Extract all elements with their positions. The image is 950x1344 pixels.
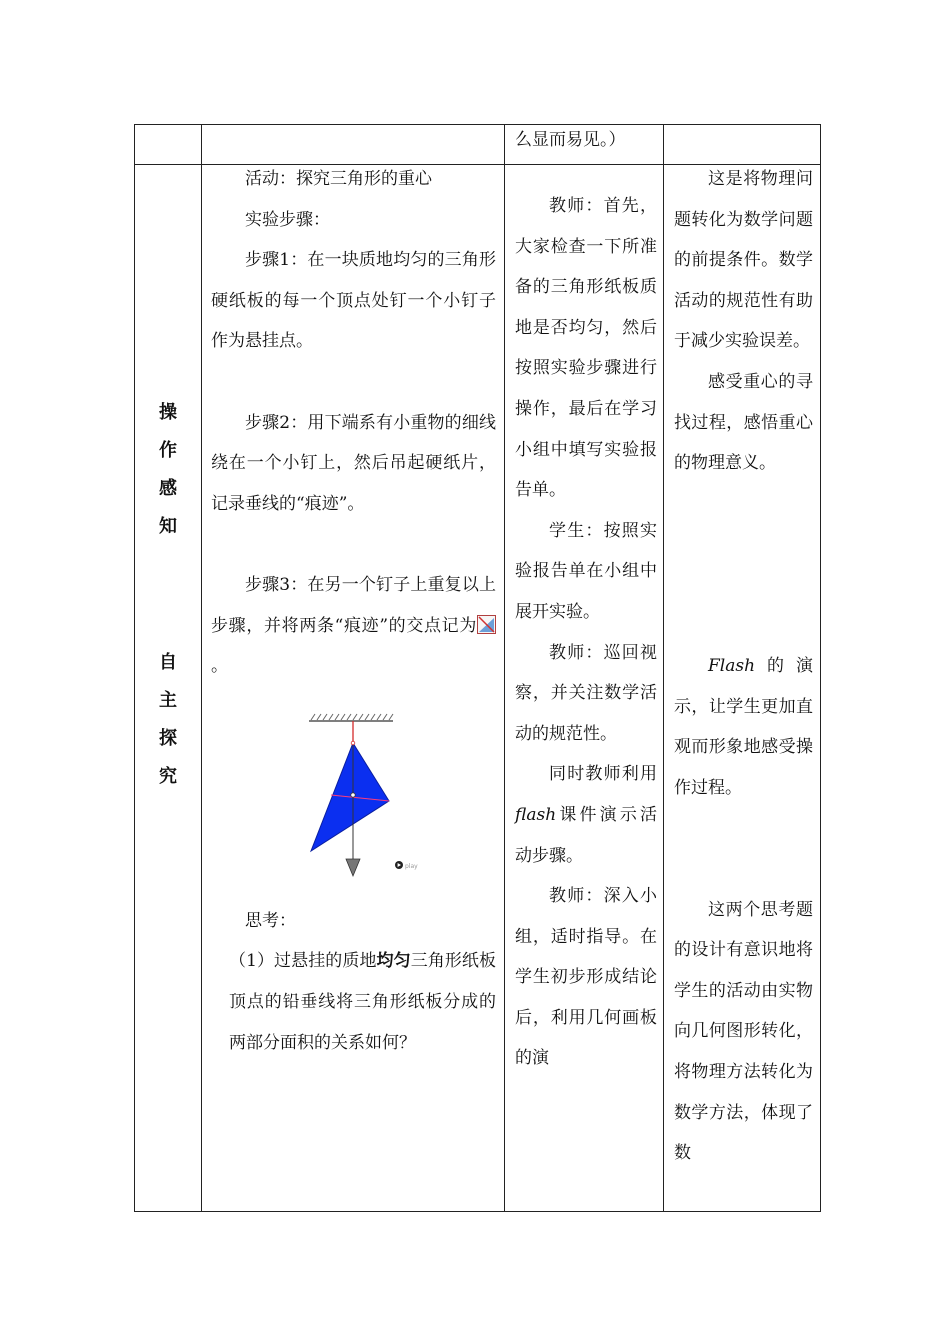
continuation-text: 么显而易见。） <box>515 130 626 150</box>
triangle-hanging-figure <box>301 711 421 881</box>
step-2: 步骤2：用下端系有小重物的细线绕在一个小钉上，然后吊起硬纸片，记录垂线的“痕迹”。 <box>211 412 496 514</box>
design-intent-cell <box>664 165 821 1212</box>
think-heading: 思考： <box>245 910 296 931</box>
teacher-student-cell <box>505 165 664 1212</box>
activity-title: 活动：探究三角形的重心 <box>245 169 432 189</box>
teacher-paragraph: 教师：巡回视察，并关注数学活动的规范性。 <box>515 642 657 744</box>
step-3 <box>211 565 496 687</box>
stage-label-line: 自主 <box>159 652 191 711</box>
step-3-text: 步骤3：在另一个钉子上重复以上步骤，并将两条“痕迹”的交点记为 <box>211 574 496 636</box>
lesson-plan-table <box>134 124 821 1212</box>
student-paragraph: 学生：按照实验报告单在小组中展开实验。 <box>515 520 657 622</box>
question-1 <box>211 941 496 1063</box>
stage-label-line: 探究 <box>159 728 191 787</box>
design-paragraph: 感受重心的寻找过程，感悟重心的物理意义。 <box>674 371 813 474</box>
step-3-end: 。 <box>211 656 228 677</box>
teacher-text-cont: 课件演示活动步骤。 <box>515 804 657 866</box>
design-paragraph: 这两个思考题的设计有意识地将学生的活动由实物向几何图形转化，将物理方法转化为数学方法，体现了数 <box>674 899 813 1164</box>
teacher-paragraph: 教师：深入小组，适时指导。在学生初步形成结论后，利用几何画板的演 <box>515 886 657 1069</box>
stage-cell <box>135 125 202 165</box>
design-paragraph: 这是将物理问题转化为数学问题的前提条件。数学活动的规范性有助于减少实验误差。 <box>674 169 813 352</box>
steps-heading: 实验步骤： <box>245 209 330 230</box>
step-1: 步骤1：在一块质地均匀的三角形硬纸板的每一个顶点处钉一个小钉子作为悬挂点。 <box>211 250 496 352</box>
centroid-symbol-image <box>477 615 496 634</box>
stage-label-line: 操作 <box>159 402 191 461</box>
play-label: play <box>405 862 418 870</box>
teacher-paragraph: 教师：首先，大家检查一下所准备的三角形纸板质地是否均匀，然后按照实验步骤进行操作，最后在学习小组中填写实验报告单。 <box>515 196 657 501</box>
table-row <box>135 165 821 1212</box>
stage-cell <box>135 165 202 1212</box>
flash-word: Flash <box>708 656 756 677</box>
stage-label-line: 感知 <box>159 478 191 537</box>
teacher-text: 同时教师利用 <box>549 764 657 785</box>
question-1-text: （1）过悬挂的质地 <box>229 951 377 972</box>
design-text: 的演示，让学生更加直观而形象地感受操作过程。 <box>674 656 813 798</box>
question-1-emphasis: 均匀 <box>376 951 411 972</box>
teacher-student-cell <box>505 125 664 165</box>
content-cell <box>202 165 505 1212</box>
design-paragraph <box>674 646 813 808</box>
flash-word: flash <box>515 804 557 825</box>
teacher-paragraph <box>515 754 657 876</box>
question-1-text-cont: 三角形纸板顶点的铅垂线将三角形纸板分成的两部分面积的关系如何？ <box>229 951 496 1053</box>
